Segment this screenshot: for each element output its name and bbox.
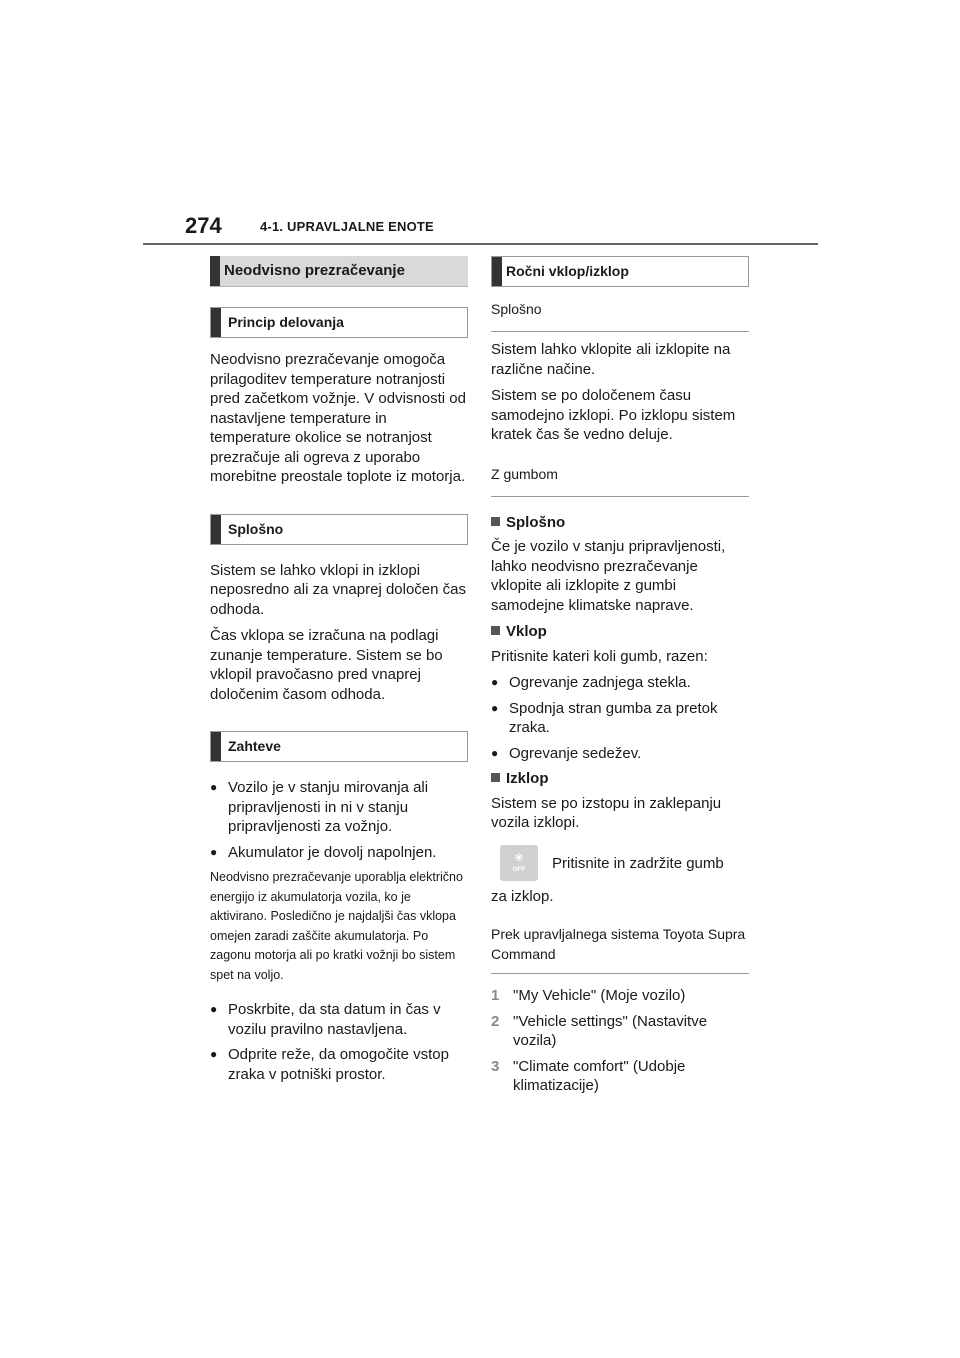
paragraph-pritisnite: Pritisnite kateri koli gumb, razen: (491, 647, 708, 665)
requirement-item: ● Vozilo je v stanju mirovanja ali pripravljenosti in ni v stanju pripravljenosti za vožnjo. (210, 778, 468, 837)
section-heading-rocni (491, 256, 749, 287)
left-column (210, 256, 468, 1090)
paragraph-splosno: Sistem se lahko vklopi in izklopi neposredno ali za vnaprej določen čas odhoda. (210, 561, 467, 618)
subheading-princip (210, 307, 468, 338)
exception-item: ● Ogrevanje sedežev. (491, 744, 749, 764)
square-bullet-icon (491, 626, 500, 635)
paragraph-cas-vklopa: Čas vklopa se izračuna na podlagi zunanje temperature. Sistem se bo vklopil pravočasno pred vnaprej določenim časom odhoda. (210, 627, 443, 703)
plain-heading-supra-command: Prek upravljalnega sistema Toyota Supra Command (491, 913, 749, 974)
heading-bar (211, 308, 221, 337)
plain-heading-splosno: Splošno (491, 287, 749, 332)
heading-bar (210, 256, 220, 286)
paragraph-izstop: Sistem se po izstopu in zaklepanju vozila izklopi. (491, 794, 722, 831)
right-column (491, 256, 749, 1102)
subheading-text: Princip delovanja (228, 314, 344, 330)
requirement-item: ● Poskrbite, da sta datum in čas v vozilu pravilno nastavljena. (210, 1000, 468, 1039)
fan-icon: ❀ (514, 851, 524, 864)
square-heading-splosno: Splošno (491, 513, 749, 533)
header-divider (143, 243, 818, 245)
paragraph-samodejno: Sistem se po določenem času samodejno izklopi. Po izklopu sistem kratek čas še vedno deluje. (491, 387, 736, 443)
page-header (185, 213, 815, 243)
ventilation-off-button (500, 845, 538, 881)
button-instruction-text: Pritisnite in zadržite gumb (552, 854, 724, 872)
requirement-item: ● Akumulator je dovolj napolnjen. (210, 843, 468, 863)
square-heading-izklop: Izklop (491, 769, 749, 789)
requirement-item: ● Odprite reže, da omogočite vstop zraka v potniški prostor. (210, 1045, 468, 1084)
plain-heading-z-gumbom: Z gumbom (491, 452, 749, 497)
menu-step: 3 "Climate comfort" (Udobje klimatizacije) (491, 1057, 686, 1094)
section-heading-neodvisno (210, 256, 468, 287)
section-heading-text: Ročni vklop/izklop (506, 263, 629, 279)
subheading-zahteve (210, 731, 468, 762)
button-instruction-continuation: za izklop. (491, 887, 554, 905)
paragraph-nacini: Sistem lahko vklopite ali izklopite na različne načine. (491, 341, 731, 378)
paragraph-princip: Neodvisno prezračevanje omogoča prilagoditev temperature notranjosti pred začetkom vožnje. V odvisnosti od nastavljene temperature in temperature okolice se notranjost prezračuje ali ogreva z uporabo morebitne preostale toplote iz motorja. (210, 351, 466, 485)
square-heading-vklop: Vklop (491, 622, 749, 642)
chapter-title: 4-1. UPRAVLJALNE ENOTE (260, 219, 434, 234)
heading-bar (211, 732, 221, 761)
subheading-text: Splošno (228, 520, 284, 537)
off-label: OFF (512, 865, 526, 873)
section-heading-text: Neodvisno prezračevanje (224, 262, 405, 279)
menu-step: 1 "My Vehicle" (Moje vozilo) (491, 987, 686, 1004)
paragraph-pripravljenost: Če je vozilo v stanju pripravljenosti, lahko neodvisno prezračevanje vklopite ali izklopite z gumbi samodejne klimatske naprave. (491, 538, 726, 614)
heading-bar (211, 515, 221, 544)
square-bullet-icon (491, 517, 500, 526)
heading-bar (492, 257, 502, 286)
menu-step: 2 "Vehicle settings" (Nastavitve vozila) (491, 1012, 708, 1049)
subheading-text: Zahteve (228, 738, 281, 754)
off-button-instruction (491, 845, 749, 885)
square-bullet-icon (491, 773, 500, 782)
page-number: 274 (185, 213, 222, 238)
subheading-splosno (210, 514, 468, 545)
exception-item: ● Spodnja stran gumba za pretok zraka. (491, 699, 749, 738)
exception-item: ● Ogrevanje zadnjega stekla. (491, 673, 749, 693)
note-text: Neodvisno prezračevanje uporablja električno energijo iz akumulatorja vozila, ko je aktivirano. Posledično je najdaljši čas vklopa omejen zaradi zaščite akumulatorja. Po zagonu motorja ali po kratki vožnji bo sistem spet na voljo. (210, 870, 463, 982)
